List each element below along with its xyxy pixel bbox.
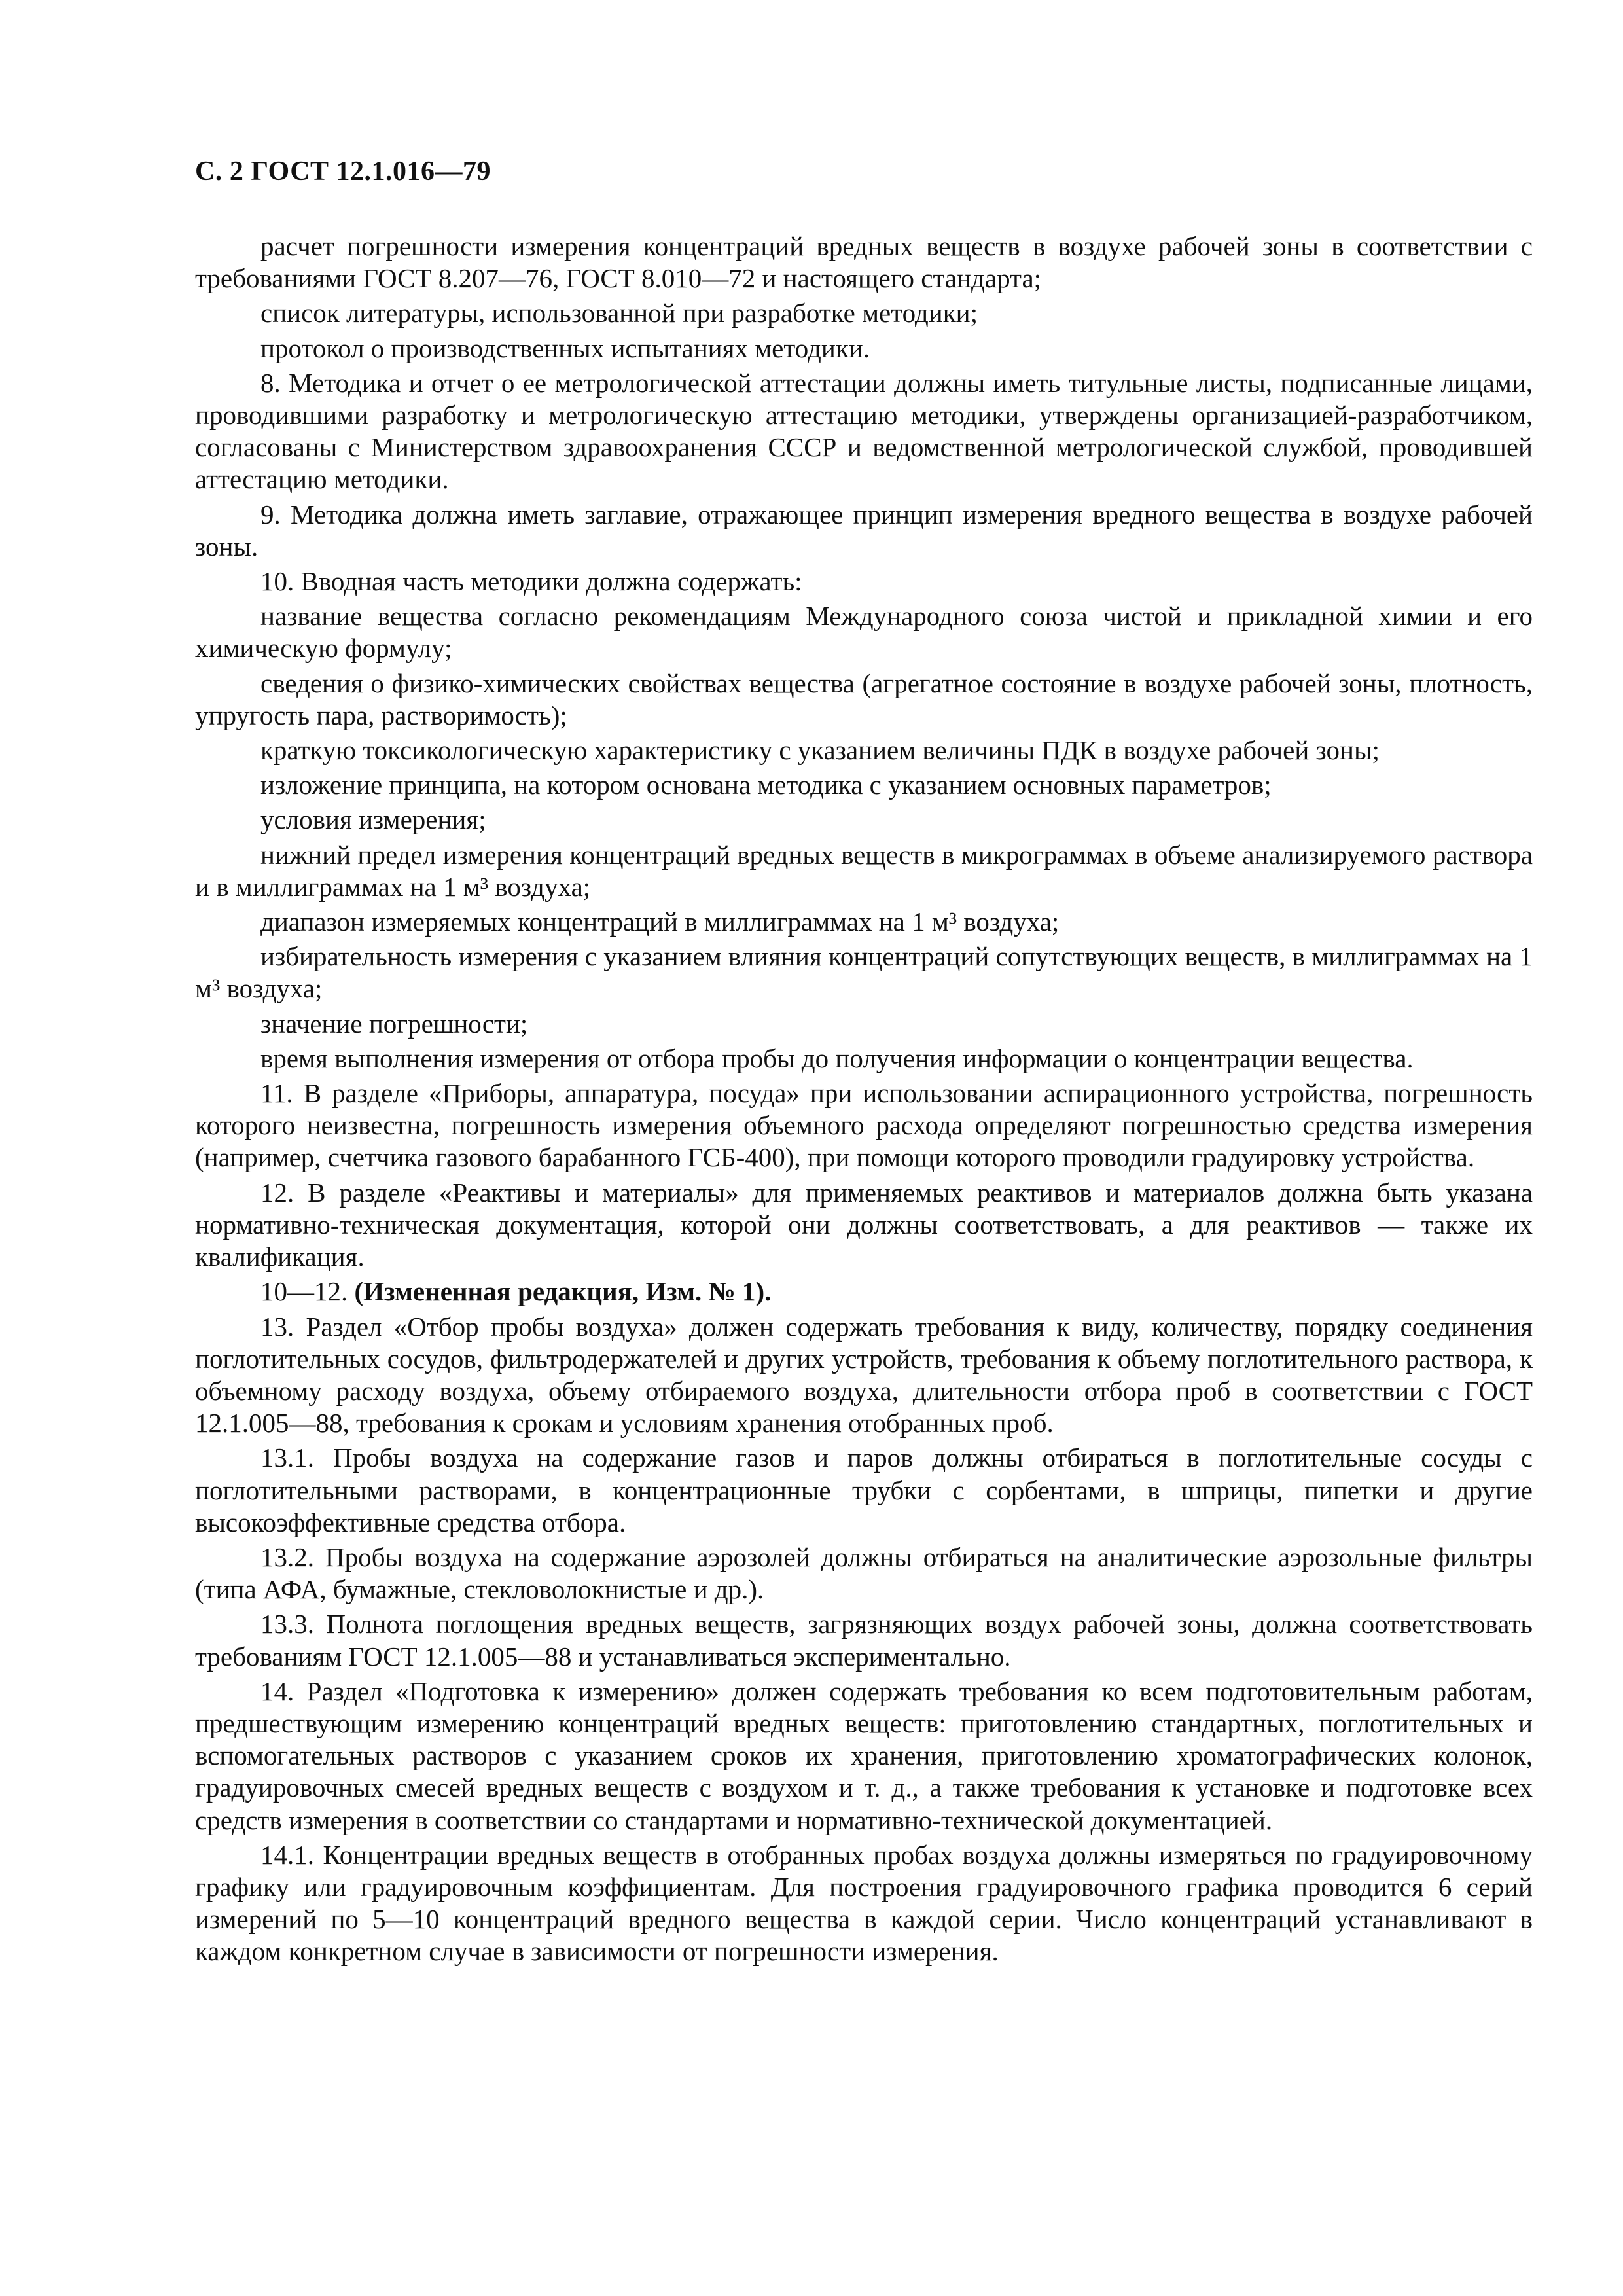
amendment-note xyxy=(195,1276,1533,1308)
paragraph-test-protocol: протокол о производственных испытаниях методики. xyxy=(260,332,870,363)
paragraph-14: 14. Раздел «Подготовка к измерению» должен содержать требования ко всем подготовительным работам, предшествующим измерению концентраций вредных веществ: приготовлению стандартных, поглотительных и вспомогательных растворов с указанием сроков их хранения, приготовлению хроматографических колонок, градуировочных смесей вредных веществ с воздухом и т. д., а также требования к установке и подготовке всех средств измерения в соответствии со стандартами и нормативно-технической документацией. xyxy=(195,1676,1533,1835)
paragraph-13-1: 13.1. Пробы воздуха на содержание газов и паров должны отбираться в поглотительные сосуды с поглотительными растворами, в концентрационные трубки с сорбентами, в шприцы, пипетки и другие высокоэффективные средства отбора. xyxy=(195,1443,1533,1537)
paragraph-10: 10. Вводная часть методики должна содержать: xyxy=(260,566,802,597)
paragraph-10-lower-limit: нижний предел измерения концентраций вредных веществ в микрограммах в объеме анализируемого раствора и в миллиграммах на 1 м³ воздуха; xyxy=(195,839,1533,902)
paragraph-10-error-value: значение погрешности; xyxy=(260,1008,528,1039)
paragraph-11: 11. В разделе «Приборы, аппаратура, посуда» при использовании аспирационного устройства, погрешность которого неизвестна, погрешность измерения объемного расхода определяют погрешностью средства измерения (например, счетчика газового барабанного ГСБ-400), при помощи которого проводили градуировку устройства. xyxy=(195,1078,1533,1173)
paragraph-13-3: 13.3. Полнота поглощения вредных веществ, загрязняющих воздух рабочей зоны, должна соответствовать требованиям ГОСТ 12.1.005—88 и устанавливаться экспериментально. xyxy=(195,1609,1533,1672)
amendment-number: 10—12. xyxy=(260,1276,348,1307)
paragraph-10-properties: сведения о физико-химических свойствах вещества (агрегатное состояние в воздухе рабочей зоны, плотность, упругость пара, растворимость); xyxy=(195,668,1533,730)
paragraph-10-toxicology: краткую токсикологическую характеристику с указанием величины ПДК в воздухе рабочей зоны; xyxy=(260,735,1380,766)
paragraph-10-name: название вещества согласно рекомендациям Международного союза чистой и прикладной химии и его химическую формулу; xyxy=(195,601,1533,664)
paragraph-13: 13. Раздел «Отбор пробы воздуха» должен содержать требования к виду, количеству, порядку соединения поглотительных сосудов, фильтродержателей и других устройств, требования к объему поглотительного раствора, к объемному расходу воздуха, объему отбираемого воздуха, длительности отбора проб в соответствии с ГОСТ 12.1.005—88, требования к срокам и условиям хранения отобранных проб. xyxy=(195,1311,1533,1439)
paragraph-9: 9. Методика должна иметь заглавие, отражающее принцип измерения вредного вещества в воздухе рабочей зоны. xyxy=(195,499,1533,562)
paragraph-literature-list: список литературы, использованной при разработке методики; xyxy=(260,298,978,329)
paragraph-13-2: 13.2. Пробы воздуха на содержание аэрозолей должны отбираться на аналитические аэрозольные фильтры (типа АФА, бумажные, стекловолокнистые и др.). xyxy=(195,1541,1533,1605)
paragraph-12: 12. В разделе «Реактивы и материалы» для применяемых реактивов и материалов должна быть указана нормативно-техническая документация, которой они должны соответствовать, а для реактивов — также их квалификация. xyxy=(195,1177,1533,1272)
paragraph-14-1: 14.1. Концентрации вредных веществ в отобранных пробах воздуха должны измеряться по градуировочному графику или градуировочным коэффициентам. Для построения градуировочного графика проводится 6 серий измерений по 5—10 концентраций вредного вещества в каждой серии. Число концентраций устанавливают в каждом конкретном случае в зависимости от погрешности измерения. xyxy=(195,1839,1533,1967)
paragraph-10-selectivity: избирательность измерения с указанием влияния концентраций сопутствующих веществ, в миллиграммах на 1 м³ воздуха; xyxy=(195,941,1533,1004)
page-header: С. 2 ГОСТ 12.1.016—79 xyxy=(195,156,491,187)
paragraph-10-conditions: условия измерения; xyxy=(260,804,486,835)
paragraph-10-duration: время выполнения измерения от отбора пробы до получения информации о концентрации вещества. xyxy=(260,1043,1414,1073)
paragraph-10-principle: изложение принципа, на котором основана методика с указанием основных параметров; xyxy=(260,770,1272,800)
paragraph-8: 8. Методика и отчет о ее метрологической аттестации должны иметь титульные листы, подписанные лицами, проводившими разработку и метрологическую аттестацию методики, утверждены организацией-разработчиком, согласованы с Министерством здравоохранения СССР и ведомственной метрологической службой, проводившей аттестацию методики. xyxy=(195,367,1533,495)
document-body xyxy=(195,230,1533,1971)
paragraph-10-range: диапазон измеряемых концентраций в миллиграммах на 1 м³ воздуха; xyxy=(260,906,1060,937)
amendment-text: (Измененная редакция, Изм. № 1). xyxy=(354,1276,772,1307)
paragraph-error-calculation: расчет погрешности измерения концентраций вредных веществ в воздухе рабочей зоны в соответствии с требованиями ГОСТ 8.207—76, ГОСТ 8.010—72 и настоящего стандарта; xyxy=(195,231,1533,294)
